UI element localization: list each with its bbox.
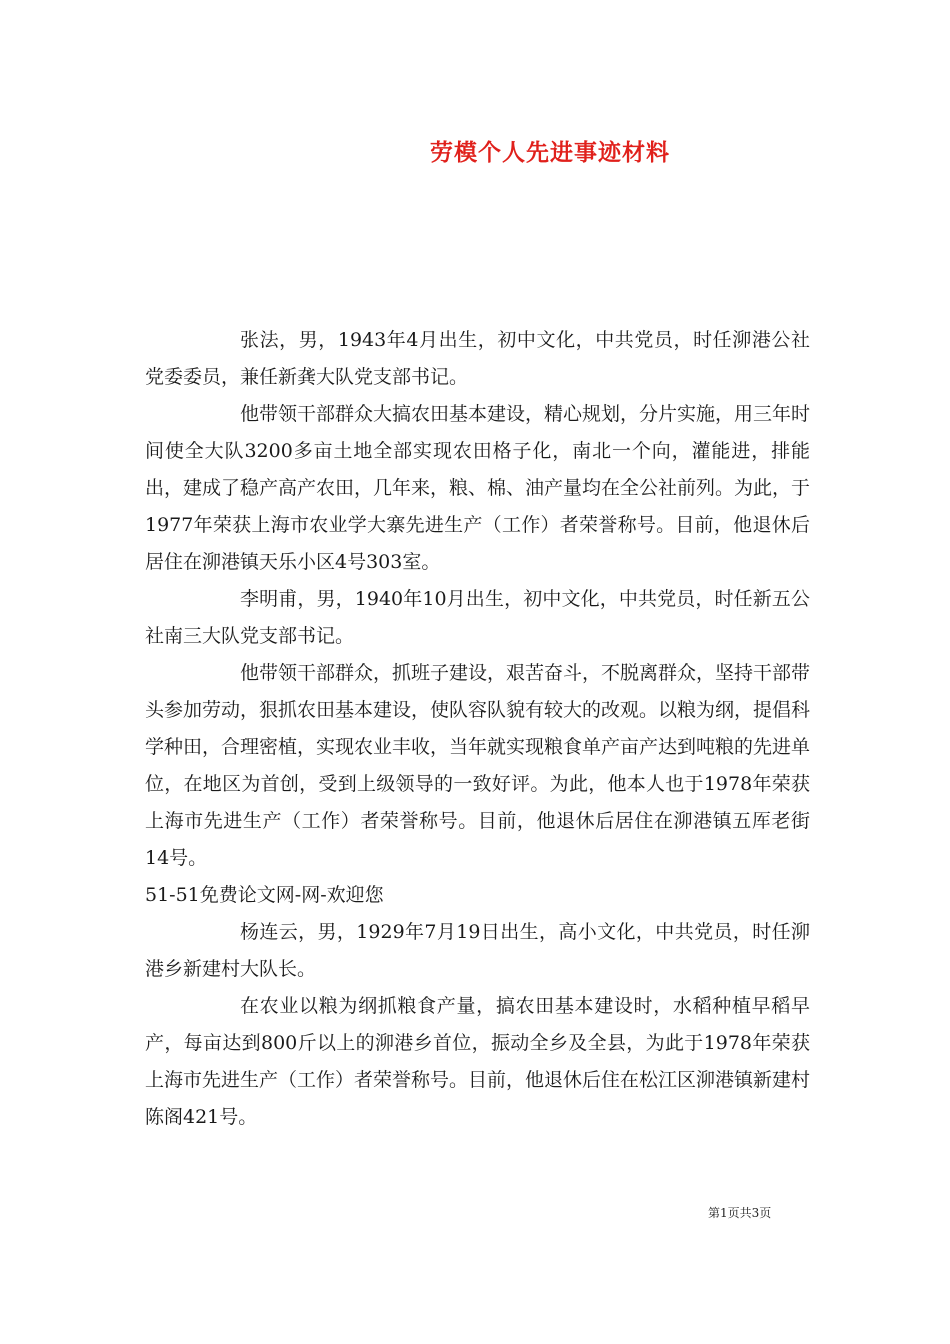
page-number-footer: 第1页共3页 — [708, 1206, 772, 1220]
document-body — [145, 322, 810, 1136]
paragraph-watermark-line: 51-51免费论文网-网-欢迎您 — [145, 884, 384, 906]
paragraph-li-mingfu-intro: 李明甫，男，1940年10月出生，初中文化，中共党员，时任新五公社南三大队党支部书记。 — [145, 588, 810, 647]
paragraph-yang-lianyun-intro: 杨连云，男，1929年7月19日出生，高小文化，中共党员，时任泖港乡新建村大队长。 — [145, 921, 810, 980]
paragraph-zhang-fa-intro: 张法，男，1943年4月出生，初中文化，中共党员，时任泖港公社党委委员，兼任新龚大队党支部书记。 — [145, 329, 810, 388]
paragraph-yang-lianyun-deeds: 在农业以粮为纲抓粮食产量，搞农田基本建设时，水稻种植早稻早产，每亩达到800斤以上的泖港乡首位，振动全乡及全县，为此于1978年荣获上海市先进生产（工作）者荣誉称号。目前，他退休后住在松江区泖港镇新建村陈阁421号。 — [145, 995, 811, 1128]
paragraph-li-mingfu-deeds: 他带领干部群众，抓班子建设，艰苦奋斗，不脱离群众，坚持干部带头参加劳动，狠抓农田基本建设，使队容队貌有较大的改观。以粮为纲，提倡科学种田，合理密植，实现农业丰收，当年就实现粮食单产亩产达到吨粮的先进单位，在地区为首创，受到上级领导的一致好评。为此，他本人也于1978年荣获上海市先进生产（工作）者荣誉称号。目前，他退休后居住在泖港镇五厍老街14号。 — [145, 662, 811, 869]
document-title: 劳模个人先进事迹材料 — [430, 139, 670, 166]
paragraph-zhang-fa-deeds: 他带领干部群众大搞农田基本建设，精心规划，分片实施，用三年时间使全大队3200多亩土地全部实现农田格子化，南北一个向，灌能进，排能出，建成了稳产高产农田，几年来，粮、棉、油产量均在全公社前列。为此，于1977年荣获上海市农业学大寨先进生产（工作）者荣誉称号。目前，他退休后居住在泖港镇天乐小区4号303室。 — [145, 403, 811, 573]
